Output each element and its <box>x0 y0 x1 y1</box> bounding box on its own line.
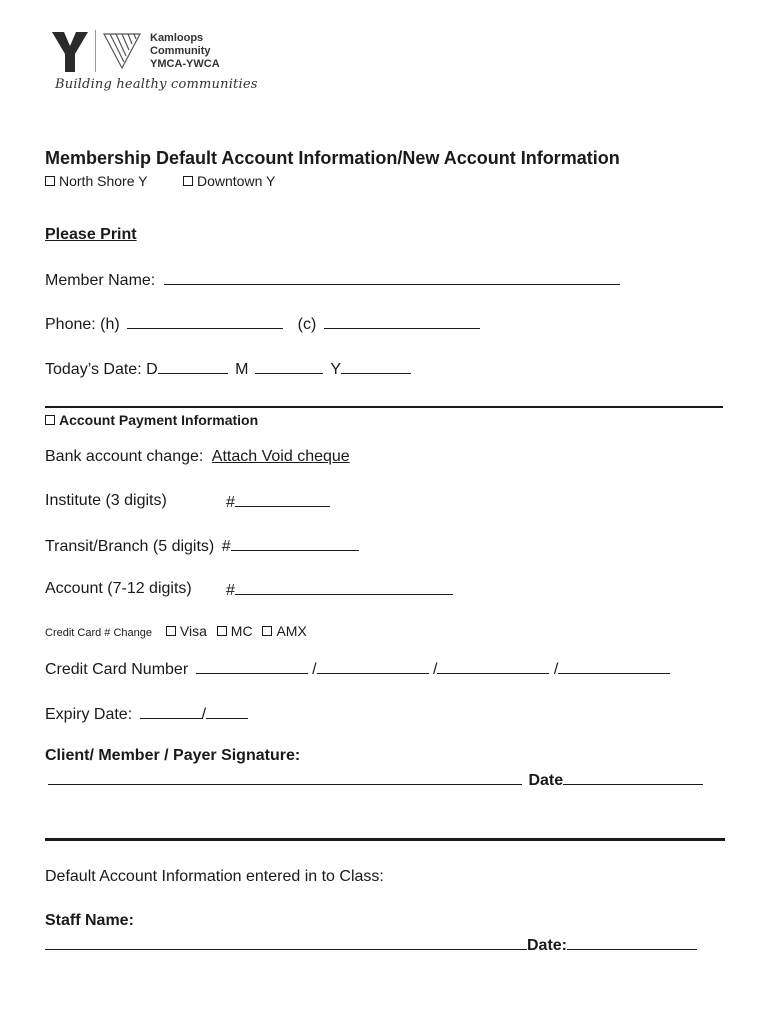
separator: / <box>312 661 317 678</box>
card-number-group-3[interactable] <box>437 659 549 674</box>
credit-card-number-row <box>45 659 670 679</box>
separator: / <box>201 706 207 723</box>
signature-row <box>48 770 703 790</box>
transit-row <box>45 536 359 556</box>
date-month-field[interactable] <box>255 359 323 374</box>
checkbox-icon[interactable] <box>183 176 193 186</box>
credit-card-number-label: Credit Card Number <box>45 661 189 678</box>
hash-symbol: # <box>226 582 235 599</box>
phone-home-field[interactable] <box>127 314 283 329</box>
card-number-group-4[interactable] <box>558 659 670 674</box>
staff-row <box>45 935 697 955</box>
separator: / <box>553 661 559 678</box>
transit-label: Transit/Branch (5 digits) <box>45 538 215 555</box>
tagline: Building healthy communities <box>55 77 258 92</box>
form-title: Membership Default Account Information/New Account Information <box>45 148 620 168</box>
ywca-triangle-logo <box>102 32 142 70</box>
account-payment-label: Account Payment Information <box>59 412 259 428</box>
ymca-y-logo <box>52 32 88 72</box>
date-month-label: M <box>235 361 249 378</box>
location-north-shore[interactable] <box>45 173 147 189</box>
org-line-3: YMCA-YWCA <box>150 58 220 70</box>
please-print-heading: Please Print <box>45 226 137 243</box>
staff-name-label: Staff Name: <box>45 912 134 929</box>
checkbox-icon[interactable] <box>262 626 272 636</box>
logo-divider <box>95 30 96 72</box>
staff-date-field[interactable] <box>567 935 697 950</box>
organization-name <box>150 32 220 71</box>
account-payment-header[interactable] <box>45 412 258 428</box>
office-use-divider <box>45 838 725 841</box>
card-number-group-2[interactable] <box>317 659 429 674</box>
member-name-row <box>45 270 620 290</box>
expiry-year-field[interactable] <box>206 704 248 719</box>
bank-account-label: Bank account change: <box>45 448 204 465</box>
option-label: MC <box>230 623 253 639</box>
signature-date-label: Date <box>528 772 564 789</box>
hash-symbol: # <box>221 538 231 555</box>
option-visa[interactable] <box>166 623 207 639</box>
option-mc[interactable] <box>217 623 253 639</box>
credit-card-change-label: Credit Card # Change <box>45 627 153 639</box>
credit-card-change-row <box>45 623 307 639</box>
option-amx[interactable] <box>262 623 306 639</box>
account-row <box>226 580 453 600</box>
signature-label: Client/ Member / Payer Signature: <box>45 747 301 764</box>
institute-label: Institute (3 digits) <box>45 492 167 509</box>
separator: / <box>432 661 438 678</box>
signature-date-field[interactable] <box>563 770 703 785</box>
hash-symbol: # <box>226 494 235 511</box>
account-field[interactable] <box>235 580 453 595</box>
date-year-field[interactable] <box>341 359 411 374</box>
checkbox-icon[interactable] <box>45 176 55 186</box>
member-name-field[interactable] <box>164 270 620 285</box>
org-line-2: Community <box>150 45 211 57</box>
location-label: Downtown Y <box>197 173 276 189</box>
expiry-row <box>45 704 248 724</box>
staff-name-field[interactable] <box>45 935 527 950</box>
todays-date-row <box>45 359 411 379</box>
section-divider <box>45 406 723 408</box>
card-number-group-1[interactable] <box>196 659 308 674</box>
todays-date-label: Today’s Date: D <box>45 361 158 378</box>
checkbox-icon[interactable] <box>45 415 55 425</box>
signature-field[interactable] <box>48 770 522 785</box>
phone-home-label: Phone: (h) <box>45 316 120 333</box>
option-label: Visa <box>179 623 207 639</box>
location-label: North Shore Y <box>59 173 148 189</box>
institute-row <box>226 492 330 512</box>
phone-cell-field[interactable] <box>324 314 480 329</box>
expiry-month-field[interactable] <box>140 704 202 719</box>
checkbox-icon[interactable] <box>166 626 176 636</box>
date-year-label: Y <box>330 361 342 378</box>
account-label: Account (7-12 digits) <box>45 580 192 597</box>
institute-field[interactable] <box>235 492 330 507</box>
staff-date-label: Date: <box>527 937 568 954</box>
default-entered-label: Default Account Information entered in to Class: <box>45 868 384 885</box>
phone-row <box>45 314 480 334</box>
org-line-1: Kamloops <box>150 32 204 44</box>
bank-account-row <box>45 448 350 466</box>
checkbox-icon[interactable] <box>217 626 227 636</box>
phone-cell-label: (c) <box>297 316 317 333</box>
member-name-label: Member Name: <box>45 272 156 289</box>
location-downtown[interactable] <box>183 173 275 189</box>
date-day-field[interactable] <box>158 359 228 374</box>
expiry-label: Expiry Date: <box>45 706 133 723</box>
transit-field[interactable] <box>231 536 359 551</box>
option-label: AMX <box>276 623 307 639</box>
bank-account-instruction: Attach Void cheque <box>211 448 350 465</box>
